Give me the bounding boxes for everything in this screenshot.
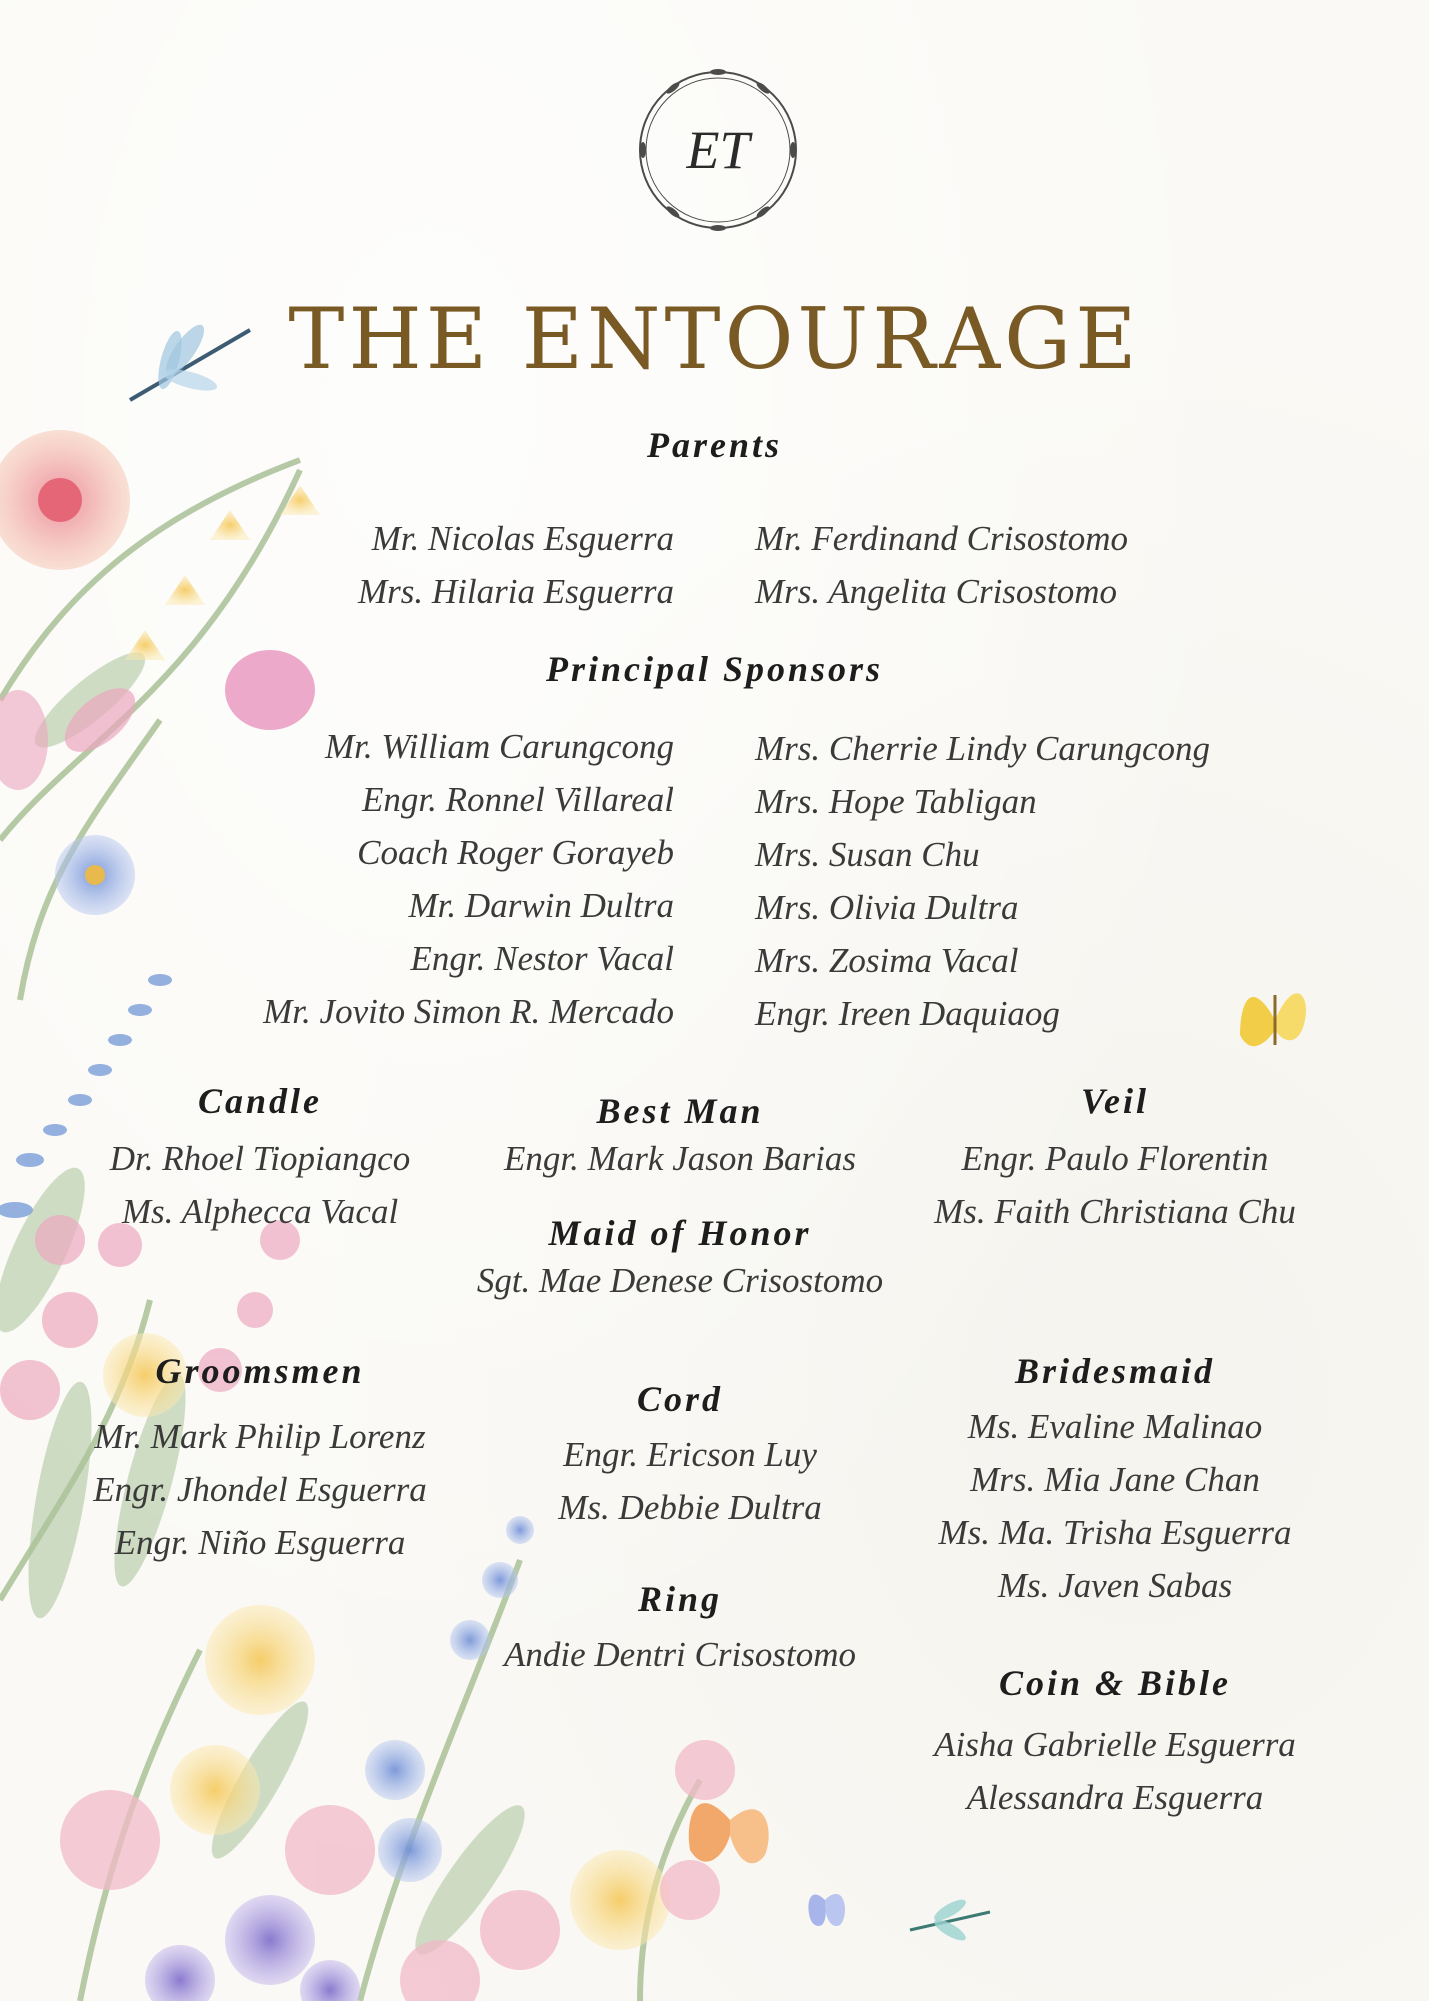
sponsor-name: Engr. Ronnel Villareal: [361, 780, 674, 819]
veil-heading: Veil: [1080, 1081, 1149, 1121]
dragonfly-small-icon: [910, 1896, 990, 1944]
sponsor-name: Mrs. Hope Tabligan: [755, 782, 1037, 821]
maid-of-honor-name: Sgt. Mae Denese Crisostomo: [476, 1261, 884, 1300]
parents-right-list: [755, 512, 1255, 618]
sponsors-heading: Principal Sponsors: [545, 649, 884, 689]
veil-list: [895, 1132, 1335, 1238]
cord-list: [480, 1428, 900, 1534]
violet-flowers: [145, 1895, 360, 2001]
parents-heading: Parents: [646, 425, 782, 465]
sponsor-name: Mrs. Susan Chu: [755, 835, 980, 874]
best-man-list: [480, 1132, 880, 1185]
blue-butterfly-icon: [808, 1894, 845, 1926]
candle-name: Ms. Alphecca Vacal: [121, 1192, 399, 1231]
best-man-heading: Best Man: [596, 1091, 764, 1131]
sponsor-name: Mrs. Zosima Vacal: [755, 941, 1019, 980]
bridesmaid-name: Ms. Evaline Malinao: [967, 1407, 1263, 1446]
parent-name: Mrs. Hilaria Esguerra: [358, 572, 674, 611]
candle-heading: Candle: [197, 1081, 322, 1121]
monogram-wreath: [633, 58, 803, 238]
bridesmaid-list: [895, 1400, 1335, 1612]
ring-list: [460, 1628, 900, 1681]
ring-name: Andie Dentri Crisostomo: [504, 1635, 856, 1674]
monogram-letters: ET: [686, 120, 750, 180]
coin-bible-heading: Coin & Bible: [998, 1663, 1232, 1703]
bridesmaid-heading: Bridesmaid: [1014, 1351, 1215, 1391]
sponsor-name: Coach Roger Gorayeb: [357, 833, 674, 872]
groomsman-name: Engr. Jhondel Esguerra: [93, 1470, 427, 1509]
coin-bible-name: Alessandra Esguerra: [966, 1778, 1264, 1817]
page-title: THE ENTOURAGE: [288, 290, 1141, 388]
sponsors-left-list: [170, 720, 674, 1038]
candle-name: Dr. Rhoel Tiopiangco: [109, 1139, 411, 1178]
parent-name: Mr. Nicolas Esguerra: [371, 519, 674, 558]
coin-bible-name: Aisha Gabrielle Esguerra: [934, 1725, 1296, 1764]
veil-name: Ms. Faith Christiana Chu: [934, 1192, 1296, 1231]
bridesmaid-name: Mrs. Mia Jane Chan: [970, 1460, 1260, 1499]
parents-left-list: [270, 512, 674, 618]
sponsor-name: Engr. Ireen Daquiaog: [755, 994, 1060, 1033]
sponsor-name: Mrs. Cherrie Lindy Carungcong: [755, 729, 1210, 768]
parent-name: Mr. Ferdinand Crisostomo: [755, 519, 1129, 558]
cord-heading: Cord: [636, 1379, 724, 1419]
sponsors-right-list: [755, 722, 1275, 1040]
maid-of-honor-list: [430, 1254, 930, 1307]
bridesmaid-name: Ms. Javen Sabas: [997, 1566, 1233, 1605]
maid-of-honor-heading: Maid of Honor: [548, 1213, 812, 1253]
best-man-name: Engr. Mark Jason Barias: [504, 1139, 856, 1178]
veil-name: Engr. Paulo Florentin: [961, 1139, 1269, 1178]
sponsor-name: Mr. Darwin Dultra: [408, 886, 674, 925]
blue-flower: [55, 835, 135, 915]
bridesmaid-name: Ms. Ma. Trisha Esguerra: [938, 1513, 1292, 1552]
sponsor-name: Engr. Nestor Vacal: [410, 939, 674, 978]
cord-name: Ms. Debbie Dultra: [558, 1488, 822, 1527]
sponsor-name: Mr. William Carungcong: [324, 727, 674, 766]
groomsman-name: Engr. Niño Esguerra: [114, 1523, 406, 1562]
groomsmen-list: [60, 1410, 460, 1569]
orange-butterfly-icon: [689, 1803, 769, 1863]
parent-name: Mrs. Angelita Crisostomo: [755, 572, 1118, 611]
coin-bible-list: [895, 1718, 1335, 1824]
ring-heading: Ring: [637, 1579, 723, 1619]
candle-list: [60, 1132, 460, 1238]
sponsor-name: Mrs. Olivia Dultra: [755, 888, 1019, 927]
groomsman-name: Mr. Mark Philip Lorenz: [94, 1417, 426, 1456]
groomsmen-heading: Groomsmen: [155, 1351, 365, 1391]
sponsor-name: Mr. Jovito Simon R. Mercado: [263, 992, 674, 1031]
cord-name: Engr. Ericson Luy: [563, 1435, 817, 1474]
